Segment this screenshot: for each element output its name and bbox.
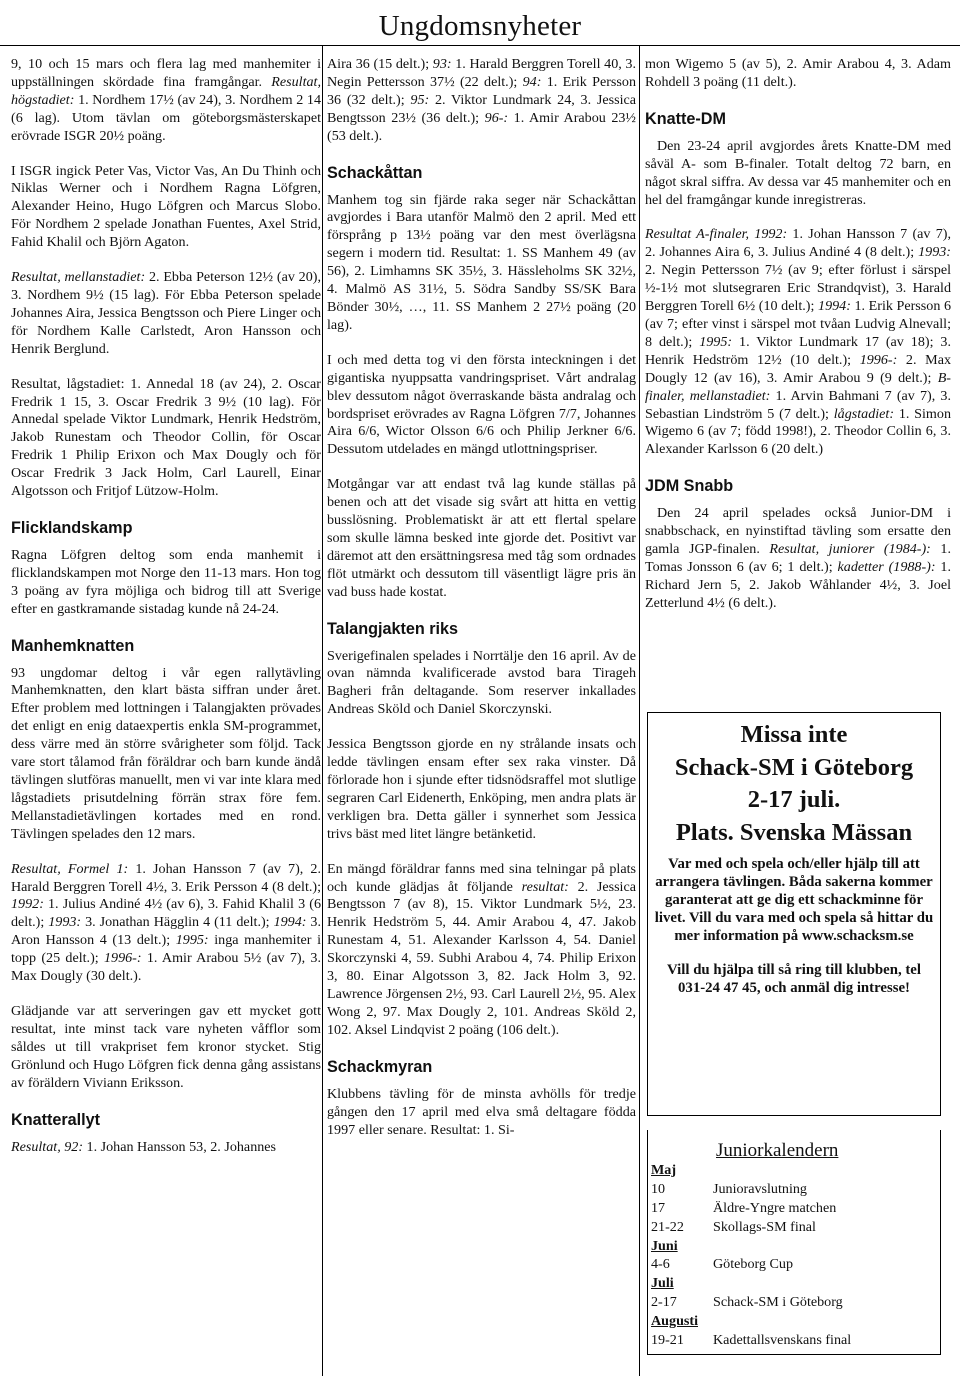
article-column-1 xyxy=(11,56,321,1368)
calendar-date: 21-22 xyxy=(651,1218,684,1235)
column-divider-left xyxy=(322,46,323,1376)
italic-label: Resultat, högstadiet: xyxy=(11,73,321,108)
text-run: Aira 36 (15 delt.); xyxy=(327,56,433,72)
article-paragraph xyxy=(11,269,321,359)
article-paragraph xyxy=(645,56,951,92)
article-paragraph xyxy=(645,138,951,210)
calendar-event-name: Kadettallsvenskans final xyxy=(713,1332,852,1349)
text-run: Ragna Löfgren deltog som enda manhemit i flicklandskampen mot Norge den 11-13 mars. Hon tog 3 poäng av fyra möjliga och bidrog till att Sverige efter en gastkramande sistadag kunde nå 24-24. xyxy=(11,546,321,617)
text-run: 1. Johan Hansson 7 (av 7), 2. Johannes Aira 6, 3. Julius Andiné 4 (8 delt.); xyxy=(645,226,951,261)
italic-label: lågstadiet: xyxy=(833,405,895,422)
text-run: 1. Julius Andiné 4½ (av 6), 3. Fahid Khalil 3 (6 delt.); xyxy=(11,896,321,931)
italic-label: 1992: xyxy=(11,896,44,913)
ad-body: Var med och spela och/eller hjälp till att arrangera tävlingen. Båda sakerna kommer garanterat att ge dig ett schackminne för livet. Vill du vara med och spela så hittar du mer information på www.schacksm.se xyxy=(654,856,934,944)
ad-headline-line: Schack-SM i Göteborg xyxy=(674,753,914,781)
calendar-event-name: Äldre-Yngre matchen xyxy=(713,1199,837,1216)
text-run: Sverigefinalen spelades i Norrtälje den 16 april. Av de ovan nämnda kvalificerade avstod bara Tirageh Bagheri från deltagande. Som reserver inkallades Andreas Sköld och Daniel Skorczynski. xyxy=(327,647,636,718)
calendar-month-label: Augusti xyxy=(651,1313,698,1330)
italic-label: 1995: xyxy=(175,932,209,949)
text-run: 1. Tomas Jonsson 6 (av 6; 1 delt.); xyxy=(645,541,951,575)
calendar-month-label: Maj xyxy=(651,1162,677,1178)
ad-headline-line: Missa inte xyxy=(740,721,848,748)
text-run: 1. Harald Berggren Torell 40, 3. Negin Pettersson 37½ (22 delt.); xyxy=(327,56,636,90)
article-paragraph xyxy=(327,352,636,459)
article-paragraph xyxy=(327,736,636,843)
masthead xyxy=(0,0,960,46)
text-run: 1. Arvin Bahmani 7 (av 7), 3. Sebastian Lindström 5 (7 delt.); xyxy=(645,387,951,422)
ad-headline xyxy=(652,719,936,849)
text-run: mon Wigemo 5 (av 5), 2. Amir Arabou 4, 3. Adam Rohdell 3 poäng (11 delt.). xyxy=(645,56,951,90)
masthead-rule xyxy=(0,45,960,46)
text-run: Manhem tog sin fjärde raka seger när Schackåttan avgjordes i Bara utanför Malmö den 2 april. Med ett försprång p 13½ poäng var den mest överlägsna segern i modern tid. Resultat: 1. SS Manhem 49 (av 56), 2. Limhamns SK 35½, 3. Hässleholms SK 32½, 4. Malmö AS 31½, 5. Södra Sandby SS/SK Bara Bönder 30½, …, 11. SS Manhem 2 27½ poäng (20 lag). xyxy=(327,191,636,333)
italic-label: Resultat, 92: xyxy=(11,1138,84,1155)
calendar-event-name: Skollags-SM final xyxy=(713,1218,816,1235)
article-column-2 xyxy=(327,56,636,1156)
text-run: 1. Simon Wigemo 6 (av 7; född 1998!), 2. Theodor Collin 6, 3. Alexander Karlsson 6 (20 delt.) xyxy=(645,405,951,458)
page-title: Ungdomsnyheter xyxy=(378,10,582,42)
calendar-rows xyxy=(650,1161,938,1350)
text-run: 3. Jonathan Hägglin 4 (11 delt.); xyxy=(81,914,274,931)
calendar-date: 10 xyxy=(651,1180,666,1197)
article-paragraph xyxy=(327,861,636,1040)
calendar-event xyxy=(650,1218,938,1237)
text-run: Jessica Bengtsson gjorde en ny strålande insats och ledde tävlingen ensam efter sex raka vinster. Då förlorade hon i sjunde efter tidsnödsraffel mot slutlige segraren Carl Eidenerth, Enköping, men andra plats är verkligen bra. Detta gäller i synnerhet som Jessica trivs bäst med litet längre betänketid. xyxy=(327,736,636,842)
calendar-date: 4-6 xyxy=(651,1256,670,1273)
text-run: Resultat, lågstadiet: 1. Annedal 18 (av 24), 2. Oscar Fredrik 1 15, 3. Oscar Fredrik 3 9½ (10 lag). För Annedal spelade Viktor Lundmark, Henrik Hedström, Jakob Runestam och Theodor Collin, för Oscar Fredrik 1 Philip Erixon och Max Dougly och för Oscar Fredrik 3 Jack Holm, Carl Laurell, Einar Algotsson och Fritjof Lützow-Holm. xyxy=(11,375,321,500)
text-run: inga manhemiter i topp (25 delt.); xyxy=(11,932,321,967)
article-paragraph xyxy=(11,547,321,619)
text-run: Den 24 april spelades också Junior-DM i snabbschack, en nyinstiftad tävling som ersatte den gamla JGP-finalen. xyxy=(645,505,951,558)
text-run: 1. Johan Hansson 53, 2. Johannes xyxy=(83,1138,277,1155)
italic-label: kadetter (1988-): xyxy=(837,558,936,575)
ad-headline-line: Plats. Svenska Mässan xyxy=(675,818,913,846)
calendar-event xyxy=(650,1255,938,1274)
text-run: I och med detta tog vi den första inteckningen i det gigantiska nyuppsatta vandringspriset. Vårt andralag blev dessutom något överraskande bästa andralag och bordspriset erövrades av Ragna Löfgren 7/7, Johannes Aira 6/6, Wictor Olsson 6/6 och Philip Jerkner 6/6. Dessutom utdelades en mängd utlottningspriser. xyxy=(327,351,636,458)
section-heading: Manhemknatten xyxy=(11,636,135,655)
calendar-event-name: Junioravslutning xyxy=(713,1180,807,1197)
section-heading: Schackåttan xyxy=(327,163,423,182)
calendar-month xyxy=(650,1274,938,1293)
calendar-date: 2-17 xyxy=(651,1294,677,1311)
text-run: 93 ungdomar deltog i vår egen rallytävling Manhemknatten, den klart bästa siffran under året. Efter problem med lottningen i Talangjakten prövades det enligt en enig dataexpertis enkla SM-programmet, dess värre med än större svårigheter som följd. Tack vare stort tålamod från föräldrar och barn kunde ändå tävlingen slutföras manuellt, men vi var inte klara med lågstadiets prisutdelning förrän strax före fem. Mellanstadietävlingen kortades med en rond. Tävlingen spelades den 12 mars. xyxy=(11,664,321,842)
text-run: 1. Nordhem 17½ (av 24), 3. Nordhem 2 14 (6 lag). Utom tävlan om göteborgsmästerskapet erövrade ISGR 20½ poäng. xyxy=(11,91,321,144)
section-heading: Knatte-DM xyxy=(645,109,726,128)
article-paragraph xyxy=(11,376,321,501)
text-run: Glädjande var att serveringen gav ett mycket gott resultat, inte minst tack vare nyheten våfflor som såldes ut till vrakpriset fem kronor stycket. Stig Grönlund och Hugo Löfgren fick denna gång assistans av föräldern Viviann Eriksson. xyxy=(11,1002,321,1091)
italic-label: 1996-: xyxy=(103,950,142,967)
text-run: Den 23-24 april avgjordes årets Knatte-DM med såväl A- som B-finaler. Totalt deltog 72 barn, en något skral siffra. Av dessa var 45 manhemiter och en hel del framgångar kunde inregistreras. xyxy=(645,137,951,208)
calendar-event xyxy=(650,1293,938,1312)
calendar-date: 17 xyxy=(651,1199,666,1216)
text-run: 1. Richard Jern 5, 2. Jakob Wåhlander 4½, 3. Joel Zetterlund 4½ (6 delt.). xyxy=(645,558,951,611)
italic-label: 1996-: xyxy=(859,351,898,368)
article-paragraph xyxy=(11,861,321,986)
text-run: 2. Ebba Peterson 12½ (av 20), 3. Nordhem 9½ (15 lag). För Ebba Peterson spelade Johannes Aira, Jessica Bengtsson och Piere Linger och för Nordhem Kalle Carlstedt, Aron Hansson och Henrik Berglund. xyxy=(11,269,321,357)
article-paragraph xyxy=(11,56,321,146)
schack-sm-ad xyxy=(647,712,941,1116)
italic-label: 1993: xyxy=(918,244,951,261)
article-column-3 xyxy=(645,56,951,630)
text-run: 3. Aron Hansson 4 (13 delt.); xyxy=(11,914,321,949)
ad-headline-line: 2-17 juli. xyxy=(747,786,841,813)
calendar-month-label: Juli xyxy=(651,1275,674,1292)
italic-label: Resultat, juniorer (1984-): xyxy=(769,541,931,558)
article-paragraph xyxy=(11,665,321,844)
italic-label: 94: xyxy=(522,73,542,90)
article-paragraph xyxy=(645,505,951,612)
section-heading: JDM Snabb xyxy=(645,477,734,496)
text-run: 1. Erik Persson 6 (av 7; efter vinst i särspel mot tvåan Ludvig Alnevall; 8 delt.); xyxy=(645,298,952,350)
text-run: En mängd föräldrar fanns med sina telningar på plats och kunde glädjas åt följande xyxy=(327,860,636,895)
calendar-month xyxy=(650,1161,938,1180)
italic-label: B-finaler, mellanstadiet: xyxy=(645,369,951,404)
italic-label: 93: xyxy=(432,56,452,72)
article-paragraph xyxy=(11,163,321,253)
ad-contact: Vill du hjälpa till så ring till klubben, tel 031-24 47 45, och anmäl dig intresse! xyxy=(667,962,921,996)
text-run: 1. Erik Persson 36 (32 delt.); xyxy=(327,73,636,108)
italic-label: Resultat, mellanstadiet: xyxy=(11,269,146,286)
italic-label: Resultat A-finaler, 1992: xyxy=(645,226,788,243)
text-run: 2. Negin Pettersson 7½ (av 9; efter förlust i särspel ½-1½ mot slutsegraren Eric Strandqvist), 3. Harald Berggren Torell 6½ (10 delt.); xyxy=(645,262,951,315)
text-run: 2. Jessica Bengtsson 7 (av 8), 15. Viktor Lundmark 5½, 23. Henrik Hedström 5, 44. Amir Arabou 4, 47. Jakob Runestam 4, 51. Alexander Karlsson 4, 54. Daniel Skorczynski 4, 59. Subhi Arabou 4, 74. Philip Erixon 3, 80. Einar Algotsson 3, 82. Jack Holm 3, 92. Lawrence Jörgensen 2½, 93. Carl Laurell 2½, 95. Alex Wong 2, 97. Max Dougly 2, 101. Andreas Sköld 2, 102. Aksel Lindqvist 2 poäng (106 delt.). xyxy=(327,878,636,1038)
calendar-date: 19-21 xyxy=(651,1332,684,1349)
italic-label: 1995: xyxy=(699,333,733,350)
column-divider-right xyxy=(639,46,640,1376)
section-heading: Talangjakten riks xyxy=(327,619,459,638)
article-paragraph xyxy=(327,648,636,720)
calendar-month xyxy=(650,1237,938,1256)
text-run: 2. Max Dougly 12 (av 16), 3. Amir Arabou 9 (9 delt.); xyxy=(645,351,951,386)
calendar-event-name: Schack-SM i Göteborg xyxy=(713,1294,843,1311)
text-run: 1. Viktor Lundmark 17 (av 18); 3. Henrik Hedström 12½ (10 delt.); xyxy=(645,333,951,368)
text-run: Klubbens tävling för de minsta avhölls för tredje gången den 17 april med elva små deltagare födda 1997 eller senare. Resultat: 1. Si- xyxy=(327,1085,636,1138)
article-paragraph xyxy=(11,1139,321,1157)
article-paragraph xyxy=(327,192,636,335)
calendar-event xyxy=(650,1331,938,1350)
calendar-title: Juniorkalendern xyxy=(716,1140,839,1161)
italic-label: 95: xyxy=(410,91,430,108)
section-heading: Schackmyran xyxy=(327,1057,433,1076)
article-paragraph xyxy=(327,476,636,601)
italic-label: 96-: xyxy=(484,109,509,126)
section-heading: Flicklandskamp xyxy=(11,518,133,537)
calendar-event-name: Göteborg Cup xyxy=(713,1256,793,1273)
calendar-event xyxy=(650,1199,938,1218)
calendar-month-label: Juni xyxy=(651,1237,678,1254)
italic-label: 1994: xyxy=(273,914,307,931)
article-paragraph xyxy=(645,226,951,459)
junior-calendar xyxy=(647,1130,941,1355)
text-run: 1. Johan Hansson 7 (av 7), 2. Harald Berggren Torell 4½, 3. Erik Persson 4 (8 delt.); xyxy=(11,860,321,895)
text-run: I ISGR ingick Peter Vas, Victor Vas, An Du Thinh och Niklas Werner och i Nordhem Ragna Löfgren, Alexander Heino, Hugo Löfgren och Marcus Slobo. För Nordhem 2 spelade Jonathan Fuentes, Axel Strid, Fahid Khalil och Björn Agaton. xyxy=(11,162,321,251)
text-run: 9, 10 och 15 mars och flera lag med manhemiter i uppställningen skördade fina framgångar. xyxy=(11,56,321,90)
italic-label: 1994: xyxy=(818,298,851,315)
calendar-month xyxy=(650,1312,938,1331)
italic-label: resultat: xyxy=(521,878,569,895)
text-run: Motgångar var att endast två lag kunde ställas på benen och att det visade sig svårt att hitta en vettig busslösning. Problematiskt är att ett flertal spelare som skulle lämna besked inte gjorde det. Positivt var däremot att den ersättningsresa med tåg som ordnades flöt utmärkt och dessutom till väsentligt lägre pris än vad buss hade kostat. xyxy=(327,476,636,600)
section-heading: Knatterallyt xyxy=(11,1110,101,1129)
italic-label: Resultat, Formel 1: xyxy=(11,860,129,877)
text-run: 2. Viktor Lundmark 24, 3. Jessica Bengtsson 23½ (36 delt.); xyxy=(327,91,636,126)
article-paragraph xyxy=(327,56,636,146)
article-paragraph xyxy=(11,1003,321,1093)
article-paragraph xyxy=(327,1086,636,1140)
italic-label: 1993: xyxy=(48,914,82,931)
text-run: 1. Amir Arabou 23½ (53 delt.). xyxy=(327,109,637,144)
calendar-event xyxy=(650,1180,938,1199)
text-run: 1. Amir Arabou 5½ (av 7), 3. Max Dougly (30 delt.). xyxy=(11,950,321,985)
